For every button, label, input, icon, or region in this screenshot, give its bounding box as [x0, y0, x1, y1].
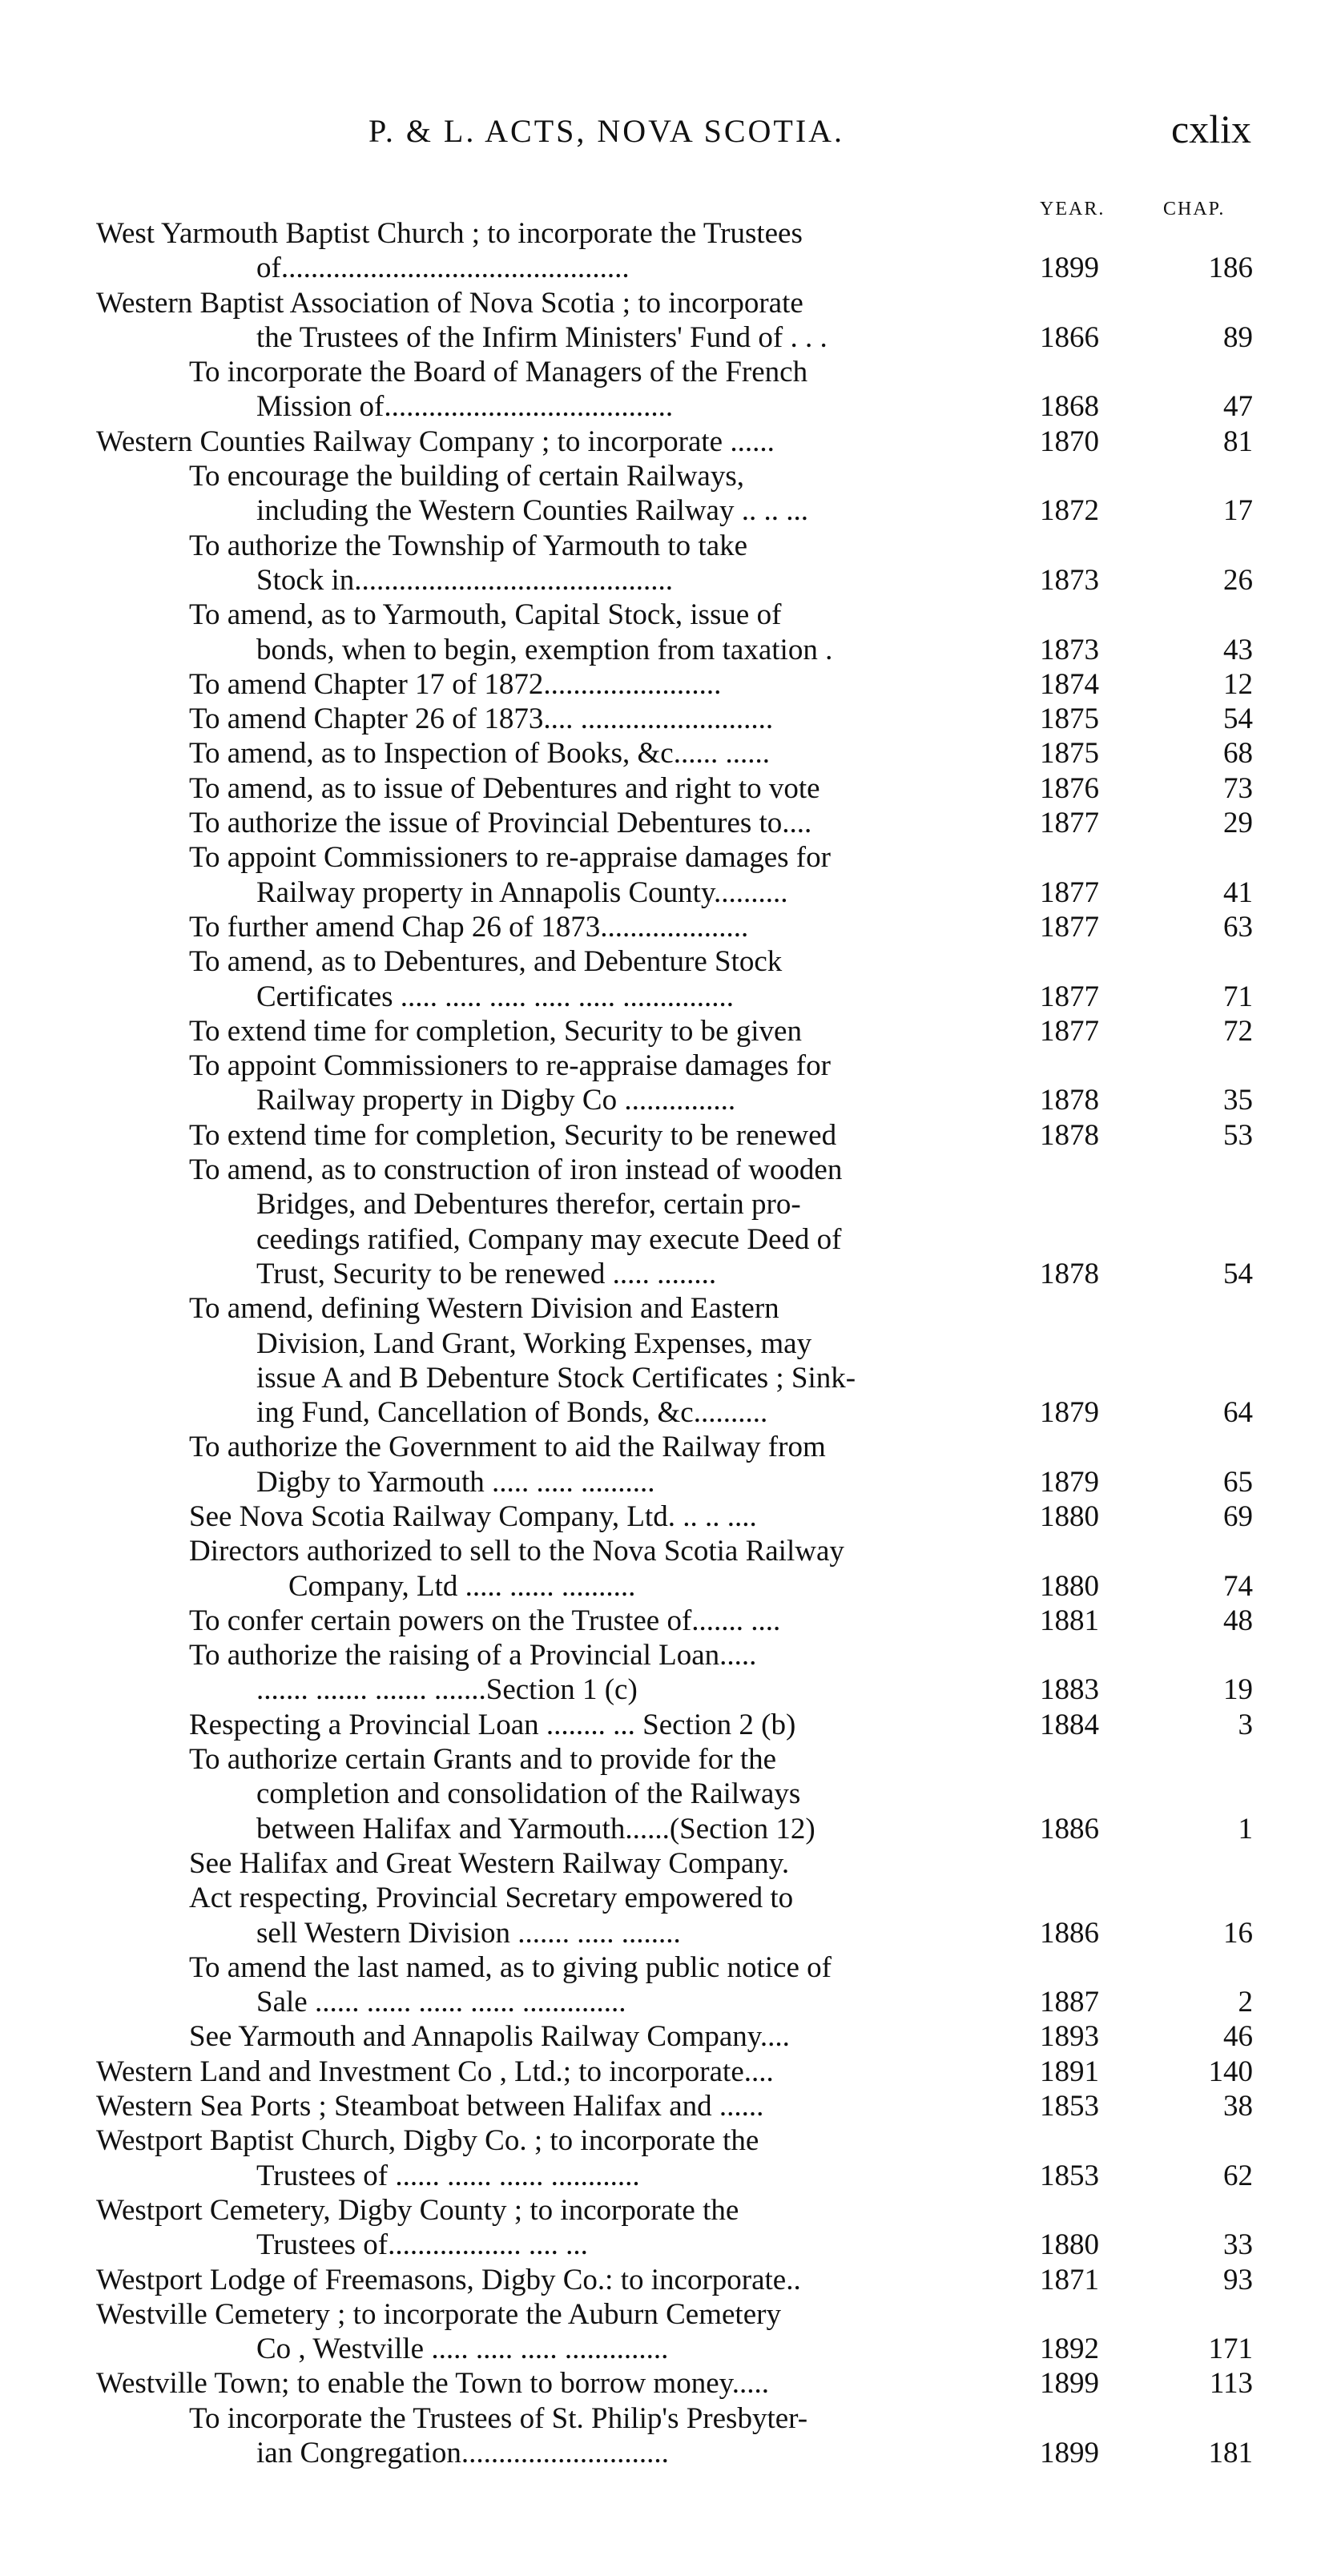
index-line: [0, 598, 1341, 632]
entry-year: 1880: [1040, 2228, 1099, 2262]
entry-chapter: 48: [1223, 1604, 1253, 1637]
entry-text: Act respecting, Provincial Secretary empowered to: [189, 1882, 794, 1915]
entry-text: Certificates ..... ..... ..... ..... ..... ...............: [256, 980, 735, 1013]
entry-year: 1873: [1040, 633, 1099, 666]
entry-text: To authorize the raising of a Provincial Loan.....: [189, 1639, 757, 1672]
index-line: [0, 2297, 1341, 2332]
index-entries: [0, 216, 1341, 2470]
entry-year: 1891: [1040, 2055, 1099, 2088]
entry-chapter: 171: [1208, 2332, 1253, 2366]
entry-text: To amend, as to Yarmouth, Capital Stock, issue of: [189, 598, 782, 632]
entry-year: 1875: [1040, 737, 1099, 771]
index-line: [0, 425, 1341, 459]
entry-text: To authorize certain Grants and to provide for the: [189, 1743, 777, 1777]
entry-chapter: 47: [1223, 390, 1253, 424]
index-line: [0, 1499, 1341, 1534]
entry-text: Division, Land Grant, Working Expenses, may: [256, 1326, 812, 1360]
entry-text: Railway property in Digby Co ...............: [256, 1084, 736, 1117]
index-line: [0, 1604, 1341, 1638]
entry-text: including the Western Counties Railway .. .. ...: [256, 494, 808, 528]
entry-text: issue A and B Debenture Stock Certificates ; Sink-: [256, 1361, 856, 1395]
entry-text: Bridges, and Debentures therefor, certain pro-: [256, 1188, 801, 1222]
index-line: [0, 2332, 1341, 2366]
entry-text: Trust, Security to be renewed ..... ........: [256, 1257, 717, 1290]
entry-text: West Yarmouth Baptist Church ; to incorporate the Trustees: [96, 217, 803, 250]
entry-text: To authorize the Township of Yarmouth to take: [189, 529, 748, 562]
entry-year: 1883: [1040, 1673, 1099, 1707]
entry-chapter: 1: [1238, 1812, 1253, 1845]
entry-chapter: 89: [1223, 320, 1253, 354]
entry-text: To amend, defining Western Division and Eastern: [189, 1292, 779, 1326]
index-line: [0, 2159, 1341, 2193]
index-line: [0, 2019, 1341, 2054]
entry-text: Directors authorized to sell to the Nova Scotia Railway: [189, 1535, 844, 1568]
entry-chapter: 33: [1223, 2228, 1253, 2262]
entry-text: To amend, as to Debentures, and Debenture Stock: [189, 945, 783, 979]
entry-chapter: 3: [1238, 1708, 1253, 1741]
entry-text: To incorporate the Trustees of St. Philip's Presbyter-: [189, 2401, 808, 2435]
index-line: [0, 1049, 1341, 1083]
entry-year: 1887: [1040, 1986, 1099, 2019]
entry-year: 1878: [1040, 1257, 1099, 1290]
entry-text: ing Fund, Cancellation of Bonds, &c..........: [256, 1396, 768, 1430]
index-line: [0, 1812, 1341, 1846]
entry-chapter: 69: [1223, 1499, 1253, 1533]
entry-text: ....... ....... ....... .......Section 1 (c): [256, 1673, 638, 1707]
entry-text: See Halifax and Great Western Railway Company.: [189, 1846, 790, 1880]
entry-year: 1899: [1040, 2437, 1099, 2469]
index-line: [0, 2193, 1341, 2228]
entry-text: of...............................................: [256, 252, 630, 285]
entry-chapter: 113: [1209, 2367, 1253, 2401]
entry-text: Westville Cemetery ; to incorporate the Auburn Cemetery: [96, 2297, 781, 2331]
entry-text: bonds, when to begin, exemption from taxation .: [256, 633, 833, 666]
entry-text: Trustees of.................. .... ...: [256, 2228, 588, 2262]
index-line: [0, 806, 1341, 840]
entry-year: 1876: [1040, 771, 1099, 805]
index-line: [0, 1395, 1341, 1430]
entry-text: To extend time for completion, Security to be renewed: [189, 1118, 837, 1152]
index-line: [0, 944, 1341, 979]
entry-text: To confer certain powers on the Trustee of....... ....: [189, 1604, 781, 1637]
entry-text: Western Counties Railway Company ; to incorporate ......: [96, 425, 775, 458]
index-line: [0, 459, 1341, 493]
entry-year: 1877: [1040, 875, 1099, 909]
entry-text: To appoint Commissioners to re-appraise damages for: [189, 1049, 831, 1083]
entry-year: 1875: [1040, 702, 1099, 736]
entry-chapter: 63: [1223, 910, 1253, 944]
entry-text: Western Baptist Association of Nova Scotia ; to incorporate: [96, 286, 803, 320]
entry-text: Westport Lodge of Freemasons, Digby Co.: to incorporate..: [96, 2263, 801, 2296]
entry-text: Digby to Yarmouth ..... ..... ..........: [256, 1465, 655, 1499]
entry-chapter: 81: [1223, 425, 1253, 458]
index-line: [0, 1326, 1341, 1361]
index-line: [0, 910, 1341, 944]
entry-chapter: 54: [1223, 1257, 1253, 1290]
entry-text: Mission of.......................................: [256, 390, 674, 424]
index-line: [0, 1916, 1341, 1950]
index-line: [0, 563, 1341, 598]
entry-chapter: 74: [1223, 1569, 1253, 1603]
entry-year: 1877: [1040, 807, 1099, 840]
entry-chapter: 19: [1223, 1673, 1253, 1707]
entry-chapter: 41: [1223, 875, 1253, 909]
year-column-header: YEAR.: [1040, 199, 1105, 219]
entry-chapter: 2: [1238, 1986, 1253, 2019]
index-line: [0, 2055, 1341, 2089]
entry-chapter: 72: [1223, 1014, 1253, 1048]
index-line: [0, 1014, 1341, 1049]
entry-text: Westville Town; to enable the Town to borrow money.....: [96, 2367, 769, 2401]
entry-text: Railway property in Annapolis County..........: [256, 875, 788, 909]
entry-text: Co , Westville ..... ..... ..... ..............: [256, 2332, 669, 2366]
entry-year: 1892: [1040, 2332, 1099, 2366]
index-line: [0, 702, 1341, 736]
index-line: [0, 1950, 1341, 1985]
entry-year: 1886: [1040, 1916, 1099, 1950]
index-line: [0, 251, 1341, 285]
entry-year: 1878: [1040, 1118, 1099, 1152]
entry-year: 1853: [1040, 2159, 1099, 2192]
index-line: [0, 1846, 1341, 1881]
entry-year: 1893: [1040, 2020, 1099, 2054]
entry-text: To amend, as to construction of iron instead of wooden: [189, 1153, 843, 1187]
entry-chapter: 140: [1208, 2055, 1253, 2088]
entry-chapter: 46: [1223, 2020, 1253, 2054]
entry-text: To authorize the issue of Provincial Debentures to....: [189, 807, 812, 840]
index-line: [0, 2089, 1341, 2123]
index-line: [0, 1708, 1341, 1742]
index-line: [0, 2263, 1341, 2297]
entry-chapter: 71: [1223, 980, 1253, 1013]
index-line: [0, 493, 1341, 528]
index-line: [0, 1222, 1341, 1257]
index-line: [0, 633, 1341, 667]
page-title: P. & L. ACTS, NOVA SCOTIA.: [368, 113, 845, 149]
index-line: [0, 2228, 1341, 2262]
entry-year: 1899: [1040, 252, 1099, 285]
entry-text: Company, Ltd ..... ...... ..........: [288, 1569, 636, 1603]
entry-year: 1880: [1040, 1569, 1099, 1603]
entry-text: To extend time for completion, Security to be given: [189, 1014, 802, 1048]
entry-text: Western Sea Ports ; Steamboat between Halifax and ......: [96, 2090, 764, 2123]
entry-text: To amend, as to Inspection of Books, &c...... ......: [189, 737, 770, 771]
entry-year: 1870: [1040, 425, 1099, 458]
index-line: [0, 1742, 1341, 1777]
entry-text: Westport Cemetery, Digby County ; to incorporate the: [96, 2193, 739, 2227]
entry-year: 1853: [1040, 2090, 1099, 2123]
entry-text: See Nova Scotia Railway Company, Ltd. .. .. ....: [189, 1499, 757, 1533]
entry-chapter: 54: [1223, 702, 1253, 736]
entry-year: 1881: [1040, 1604, 1099, 1637]
index-line: [0, 1777, 1341, 1811]
entry-year: 1878: [1040, 1084, 1099, 1117]
entry-text: See Yarmouth and Annapolis Railway Company....: [189, 2020, 790, 2054]
index-line: [0, 1291, 1341, 1326]
entry-text: To amend, as to issue of Debentures and right to vote: [189, 771, 820, 805]
entry-chapter: 62: [1223, 2159, 1253, 2192]
entry-text: To amend Chapter 26 of 1873.... ..........................: [189, 702, 774, 736]
index-line: [0, 667, 1341, 702]
index-line: [0, 355, 1341, 389]
index-line: [0, 1361, 1341, 1395]
index-line: [0, 736, 1341, 771]
entry-year: 1884: [1040, 1708, 1099, 1741]
entry-chapter: 17: [1223, 494, 1253, 528]
entry-chapter: 35: [1223, 1084, 1253, 1117]
entry-year: 1872: [1040, 494, 1099, 528]
entry-year: 1874: [1040, 667, 1099, 701]
entry-chapter: 29: [1223, 807, 1253, 840]
entry-text: ceedings ratified, Company may execute Deed of: [256, 1222, 842, 1256]
entry-text: ian Congregation............................: [256, 2437, 669, 2469]
index-line: [0, 840, 1341, 875]
entry-chapter: 64: [1223, 1396, 1253, 1430]
entry-year: 1877: [1040, 980, 1099, 1013]
entry-text: To appoint Commissioners to re-appraise damages for: [189, 841, 831, 875]
index-line: [0, 2436, 1341, 2470]
index-line: [0, 1569, 1341, 1604]
index-line: [0, 1638, 1341, 1672]
entry-chapter: 38: [1223, 2090, 1253, 2123]
entry-text: sell Western Division ....... ..... ........: [256, 1916, 681, 1950]
entry-text: To amend Chapter 17 of 1872........................: [189, 667, 722, 701]
entry-text: Stock in...........................................: [256, 563, 674, 597]
index-line: [0, 1465, 1341, 1499]
index-line: [0, 1118, 1341, 1153]
index-line: [0, 286, 1341, 320]
entry-text: To further amend Chap 26 of 1873....................: [189, 910, 749, 944]
entry-chapter: 65: [1223, 1465, 1253, 1499]
index-line: [0, 2123, 1341, 2158]
entry-chapter: 53: [1223, 1118, 1253, 1152]
index-line: [0, 980, 1341, 1014]
entry-chapter: 12: [1223, 667, 1253, 701]
entry-year: 1886: [1040, 1812, 1099, 1845]
entry-text: To encourage the building of certain Railways,: [189, 460, 744, 493]
index-line: [0, 1534, 1341, 1568]
index-line: [0, 1430, 1341, 1464]
running-head: [0, 107, 1341, 168]
entry-chapter: 181: [1208, 2437, 1253, 2469]
entry-text: Trustees of ...... ...... ...... ............: [256, 2159, 640, 2192]
entry-text: between Halifax and Yarmouth......(Section 12): [256, 1812, 815, 1845]
index-line: [0, 771, 1341, 806]
chapter-column-header: CHAP.: [1163, 199, 1226, 219]
entry-chapter: 43: [1223, 633, 1253, 666]
index-line: [0, 1153, 1341, 1187]
entry-chapter: 68: [1223, 737, 1253, 771]
entry-year: 1871: [1040, 2263, 1099, 2296]
entry-text: Respecting a Provincial Loan ........ ... Section 2 (b): [189, 1708, 796, 1741]
entry-chapter: 93: [1223, 2263, 1253, 2296]
index-line: [0, 875, 1341, 910]
entry-text: To authorize the Government to aid the Railway from: [189, 1431, 826, 1464]
entry-chapter: 26: [1223, 563, 1253, 597]
entry-chapter: 186: [1208, 252, 1253, 285]
entry-year: 1877: [1040, 910, 1099, 944]
index-line: [0, 216, 1341, 251]
page-number: cxlix: [1171, 107, 1251, 151]
entry-text: Westport Baptist Church, Digby Co. ; to incorporate the: [96, 2124, 759, 2158]
entry-text: the Trustees of the Infirm Ministers' Fund of . . .: [256, 320, 828, 354]
entry-chapter: 73: [1223, 771, 1253, 805]
entry-chapter: 16: [1223, 1916, 1253, 1950]
entry-year: 1880: [1040, 1499, 1099, 1533]
index-line: [0, 1083, 1341, 1117]
entry-year: 1866: [1040, 320, 1099, 354]
entry-text: completion and consolidation of the Railways: [256, 1777, 801, 1811]
index-line: [0, 1881, 1341, 1915]
index-line: [0, 1672, 1341, 1707]
index-line: [0, 389, 1341, 424]
index-line: [0, 1257, 1341, 1291]
entry-year: 1879: [1040, 1465, 1099, 1499]
index-line: [0, 2401, 1341, 2436]
entry-text: To amend the last named, as to giving public notice of: [189, 1950, 832, 1984]
index-line: [0, 2366, 1341, 2401]
entry-text: Western Land and Investment Co , Ltd.; to incorporate....: [96, 2055, 774, 2088]
entry-year: 1879: [1040, 1396, 1099, 1430]
entry-text: Sale ...... ...... ...... ...... ..............: [256, 1986, 626, 2019]
entry-text: To incorporate the Board of Managers of the French: [189, 356, 808, 389]
entry-year: 1873: [1040, 563, 1099, 597]
entry-year: 1877: [1040, 1014, 1099, 1048]
index-line: [0, 1187, 1341, 1222]
entry-year: 1868: [1040, 390, 1099, 424]
index-line: [0, 529, 1341, 563]
index-line: [0, 1985, 1341, 2019]
index-line: [0, 320, 1341, 355]
entry-year: 1899: [1040, 2367, 1099, 2401]
